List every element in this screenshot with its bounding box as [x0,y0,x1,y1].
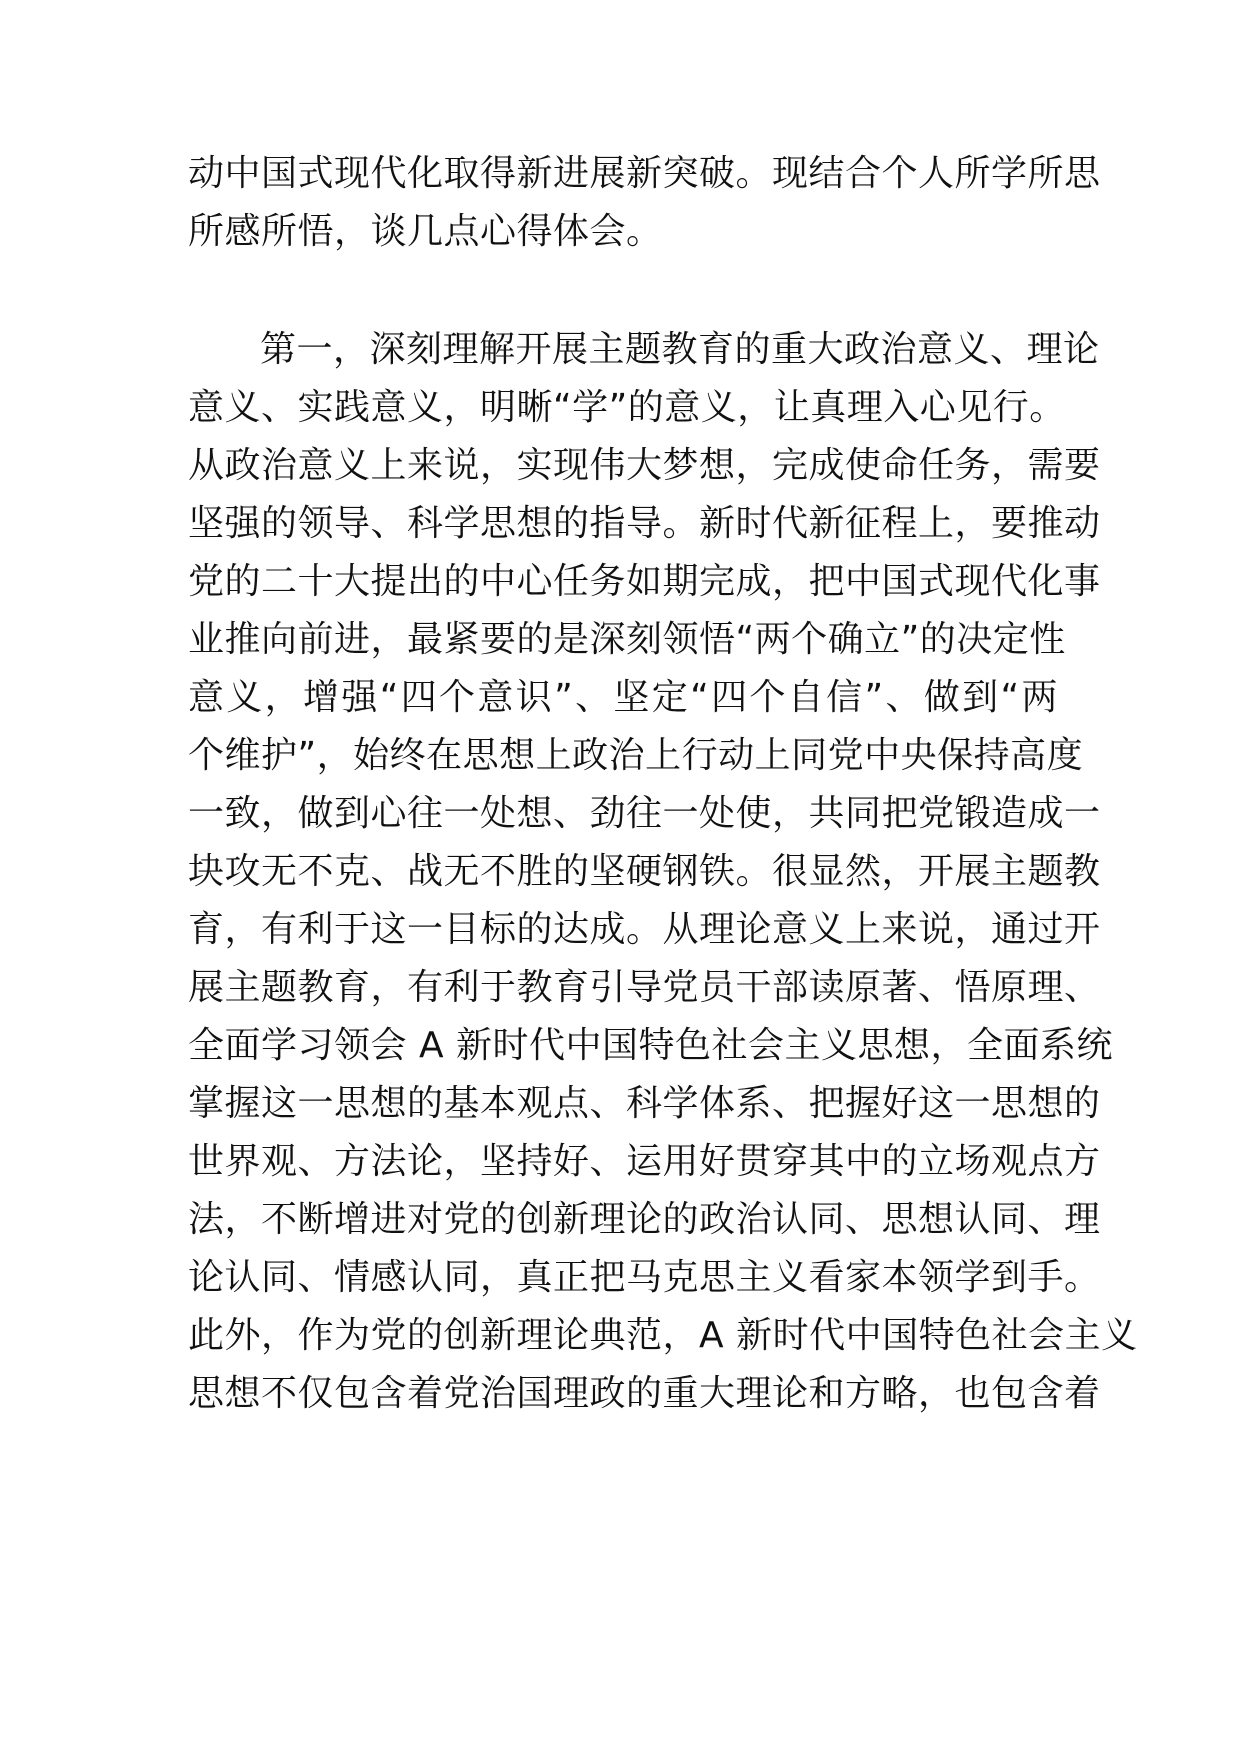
paragraph-2-line-18: 此外，作为党的创新理论典范，A 新时代中国特色社会主义 [188,1315,1138,1356]
paragraph-2-line-19: 思想不仅包含着党治国理政的重大理论和方略，也包含着 [188,1373,1101,1414]
paragraph-2-line-11: 育，有利于这一目标的达成。从理论意义上来说，通过开 [188,909,1101,950]
paragraph-2-line-15: 世界观、方法论，坚持好、运用好贯穿其中的立场观点方 [188,1141,1101,1182]
paragraph-2-line-1: 第一，深刻理解开展主题教育的重大政治意义、理论 [260,329,1100,370]
paragraph-2-line-16: 法，不断增进对党的创新理论的政治认同、思想认同、理 [188,1199,1101,1240]
paragraph-2-line-10: 块攻无不克、战无不胜的坚硬钢铁。很显然，开展主题教 [188,851,1101,892]
paragraph-2-line-6: 业推向前进，最紧要的是深刻领悟“两个确立”的决定性 [188,619,1066,660]
paragraph-2-line-8: 个维护”，始终在思想上政治上行动上同党中央保持高度 [188,735,1084,776]
paragraph-2-line-5: 党的二十大提出的中心任务如期完成，把中国式现代化事 [188,561,1101,602]
paragraph-2-line-7: 意义，增强“四个意识”、坚定“四个自信”、做到“两 [188,677,1058,718]
paragraph-2-line-9: 一致，做到心往一处想、劲往一处使，共同把党锻造成一 [188,793,1101,834]
paragraph-1-line-1: 动中国式现代化取得新进展新突破。现结合个人所学所思 [188,153,1101,194]
paragraph-2-line-14: 掌握这一思想的基本观点、科学体系、把握好这一思想的 [188,1083,1101,1124]
paragraph-2-line-13: 全面学习领会 A 新时代中国特色社会主义思想，全面系统 [188,1025,1114,1066]
paragraph-2-line-17: 论认同、情感认同，真正把马克思主义看家本领学到手。 [188,1257,1101,1298]
paragraph-2-line-2: 意义、实践意义，明晰“学”的意义，让真理入心见行。 [188,387,1066,428]
paragraph-2-line-4: 坚强的领导、科学思想的指导。新时代新征程上，要推动 [188,503,1101,544]
paragraph-1-line-2: 所感所悟，谈几点心得体会。 [188,211,663,252]
paragraph-2-line-3: 从政治意义上来说，实现伟大梦想，完成使命任务，需要 [188,445,1101,486]
paragraph-2-line-12: 展主题教育，有利于教育引导党员干部读原著、悟原理、 [188,967,1101,1008]
